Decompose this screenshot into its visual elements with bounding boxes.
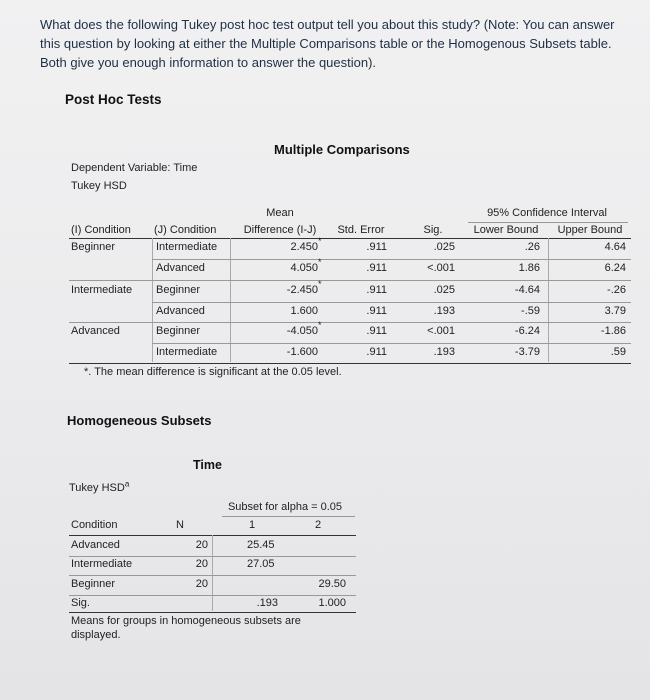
table-cell-std-error: .911 bbox=[366, 346, 387, 358]
table-cell-mean-diff: -2.450 bbox=[286, 284, 318, 296]
table-cell-std-error: .911 bbox=[366, 284, 387, 296]
hs-bottom-rule bbox=[69, 612, 356, 613]
subset-1-header: 1 bbox=[248, 519, 256, 531]
table-cell-subset-1: 27.05 bbox=[247, 558, 275, 570]
subset-header-underline bbox=[222, 516, 355, 517]
sig-row-label: Sig. bbox=[71, 597, 90, 609]
table-cell-lower: -6.24 bbox=[514, 325, 540, 337]
table-cell-mean-diff: 2.450 bbox=[290, 241, 318, 253]
table-cell-i-condition: Advanced bbox=[71, 325, 120, 337]
dependent-variable-label: Dependent Variable: Time bbox=[71, 162, 198, 174]
table-cell-i-condition: Intermediate bbox=[71, 284, 133, 296]
hs-table-title: Time bbox=[193, 458, 222, 472]
table-cell-lower: .26 bbox=[524, 241, 540, 253]
homogeneous-subsets-heading: Homogeneous Subsets bbox=[67, 413, 212, 428]
row-rule bbox=[69, 280, 631, 281]
mc-method-label: Tukey HSD bbox=[71, 180, 127, 192]
table-cell-j-condition: Intermediate bbox=[156, 241, 218, 253]
table-cell-sig: .025 bbox=[433, 284, 455, 296]
ci-group-underline bbox=[468, 222, 628, 223]
table-cell-i-condition: Beginner bbox=[71, 241, 116, 253]
row-rule bbox=[152, 259, 631, 260]
hs-footnote: Means for groups in homogeneous subsets are displayed. bbox=[71, 615, 301, 641]
table-cell-mean-diff: -4.050 bbox=[286, 325, 318, 337]
mc-header-rule bbox=[69, 238, 631, 239]
j-condition-header: (J) Condition bbox=[154, 224, 217, 236]
table-cell-j-condition: Intermediate bbox=[156, 346, 218, 358]
table-cell-std-error: .911 bbox=[366, 262, 387, 274]
n-header: N bbox=[176, 519, 184, 531]
mc-bottom-rule bbox=[69, 363, 631, 364]
significance-star: * bbox=[318, 236, 322, 246]
table-cell-condition: Intermediate bbox=[71, 558, 133, 570]
table-cell-n: 20 bbox=[195, 558, 208, 570]
table-cell-upper: 4.64 bbox=[604, 241, 626, 253]
hs-method-label: Tukey HSD$^a$ bbox=[69, 479, 130, 494]
row-rule bbox=[152, 343, 631, 344]
table-cell-lower: -.59 bbox=[521, 305, 540, 317]
table-cell-j-condition: Beginner bbox=[156, 284, 201, 296]
table-cell-upper: -1.86 bbox=[600, 325, 626, 337]
ci-group-header: 95% Confidence Interval bbox=[487, 207, 607, 219]
lower-bound-header: Lower Bound bbox=[473, 224, 539, 236]
subset-header: Subset for alpha = 0.05 bbox=[227, 501, 343, 513]
table-cell-condition: Beginner bbox=[71, 578, 116, 590]
table-cell-std-error: .911 bbox=[366, 241, 387, 253]
table-cell-sig: .193 bbox=[433, 346, 455, 358]
post-hoc-tests-heading: Post Hoc Tests bbox=[65, 92, 162, 107]
significance-star: * bbox=[318, 320, 322, 330]
table-cell-n: 20 bbox=[195, 578, 208, 590]
subset-2-header: 2 bbox=[314, 519, 322, 531]
mean-diff-header-line2: Difference (I-J) bbox=[243, 224, 317, 236]
row-rule bbox=[69, 595, 356, 596]
table-cell-condition: Advanced bbox=[71, 539, 120, 551]
table-cell-n: 20 bbox=[195, 539, 208, 551]
row-rule bbox=[69, 575, 356, 576]
table-cell-upper: 3.79 bbox=[604, 305, 626, 317]
table-cell-sig: .025 bbox=[433, 241, 455, 253]
std-error-header: Std. Error bbox=[337, 224, 385, 236]
table-cell-j-condition: Advanced bbox=[156, 262, 205, 274]
table-cell-lower: -3.79 bbox=[514, 346, 540, 358]
question-text: What does the following Tukey post hoc test output tell you about this study? (Note: You can answer this question by looking at either the Multiple Comparisons table or the Homogenous Subsets table. Both give you enough information to answer the question). bbox=[40, 17, 615, 70]
table-cell-j-condition: Advanced bbox=[156, 305, 205, 317]
table-cell-std-error: .911 bbox=[366, 305, 387, 317]
row-rule bbox=[69, 556, 356, 557]
table-cell-sig: <.001 bbox=[427, 325, 455, 337]
sig-subset-1: .193 bbox=[256, 597, 278, 609]
condition-header: Condition bbox=[71, 519, 118, 531]
upper-bound-header: Upper Bound bbox=[557, 224, 623, 236]
table-cell-std-error: .911 bbox=[366, 325, 387, 337]
table-cell-sig: .193 bbox=[433, 305, 455, 317]
table-cell-mean-diff: 4.050 bbox=[290, 262, 318, 274]
table-cell-j-condition: Beginner bbox=[156, 325, 201, 337]
sig-subset-2: 1.000 bbox=[318, 597, 346, 609]
row-rule bbox=[152, 302, 631, 303]
significance-star: * bbox=[318, 257, 322, 267]
mc-footnote: *. The mean difference is significant at the 0.05 level. bbox=[84, 366, 342, 378]
table-cell-sig: <.001 bbox=[427, 262, 455, 274]
table-cell-lower: -4.64 bbox=[514, 284, 540, 296]
table-cell-upper: .59 bbox=[610, 346, 626, 358]
table-cell-lower: 1.86 bbox=[518, 262, 540, 274]
sig-header: Sig. bbox=[423, 224, 443, 236]
mean-diff-header-line1: Mean bbox=[266, 207, 294, 219]
hs-col-sep bbox=[212, 535, 213, 611]
significance-star: * bbox=[318, 279, 322, 289]
table-cell-mean-diff: -1.600 bbox=[286, 346, 318, 358]
table-cell-subset-1: 25.45 bbox=[247, 539, 275, 551]
table-cell-subset-2: 29.50 bbox=[318, 578, 346, 590]
row-rule bbox=[69, 322, 631, 323]
i-condition-header: (I) Condition bbox=[71, 224, 131, 236]
table-cell-upper: -.26 bbox=[607, 284, 626, 296]
multiple-comparisons-title: Multiple Comparisons bbox=[274, 142, 410, 157]
table-cell-upper: 6.24 bbox=[604, 262, 626, 274]
table-cell-mean-diff: 1.600 bbox=[290, 305, 318, 317]
